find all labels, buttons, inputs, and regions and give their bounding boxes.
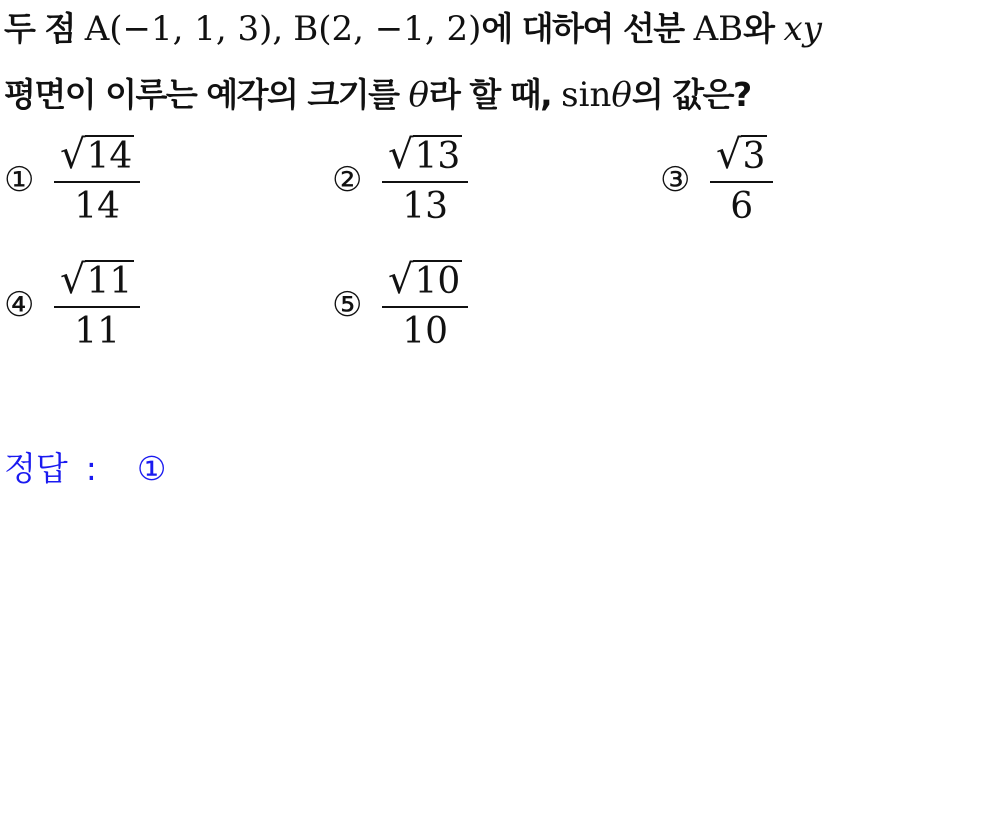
choice-1[interactable]: [4, 132, 140, 227]
choice-marker: ②: [332, 160, 363, 200]
xy-plane: [784, 9, 822, 49]
choice-5[interactable]: [332, 257, 468, 352]
theta-label: θ: [408, 75, 429, 115]
theta-label: θ: [611, 75, 632, 115]
question-line-1: [4, 9, 822, 49]
choice-2[interactable]: [332, 132, 468, 227]
segment-ab: AB: [693, 9, 744, 49]
radicand: 3: [742, 136, 766, 177]
choice-marker: ⑤: [332, 285, 363, 325]
choice-fraction: [54, 257, 140, 352]
choice-fraction: [382, 132, 468, 227]
radicand: 14: [86, 136, 133, 177]
sqrt: [60, 132, 134, 178]
sqrt: [60, 257, 134, 303]
radical-icon: √: [716, 132, 742, 178]
point-a: A(−1, 1, 3),: [84, 9, 284, 49]
question-text: 의 값은?: [631, 75, 751, 114]
choice-4[interactable]: [4, 257, 140, 352]
xy-plane-label: xy: [783, 9, 822, 49]
fraction-denominator: 14: [74, 186, 121, 227]
answer-value: ①: [136, 449, 167, 488]
fraction-numerator: [382, 257, 468, 306]
radicand: 13: [414, 136, 461, 177]
fraction-numerator: [382, 132, 468, 181]
answer-label: 정답: [4, 449, 68, 488]
question-text: 두 점: [4, 9, 85, 48]
fraction-denominator: 10: [402, 311, 449, 352]
point-b: B(2, −1, 2): [293, 9, 482, 49]
question-line-2: [4, 75, 751, 115]
radical-icon: √: [388, 132, 414, 178]
sqrt: [388, 132, 462, 178]
sqrt: [388, 257, 462, 303]
answer-colon: :: [85, 449, 97, 488]
radical-icon: √: [388, 257, 414, 303]
question-text: 에 대하여 선분: [481, 9, 694, 48]
question-text: 라 할 때,: [428, 75, 562, 114]
answer-line: [4, 449, 167, 488]
radical-icon: √: [60, 257, 86, 303]
choice-3[interactable]: [660, 132, 773, 227]
sin-function: sin: [561, 75, 612, 115]
question-text: [283, 9, 293, 48]
fraction-denominator: 11: [74, 311, 121, 352]
choice-marker: ④: [4, 285, 35, 325]
fraction-denominator: 6: [730, 186, 754, 227]
choice-fraction: [710, 132, 773, 227]
theta-symbol: [409, 75, 429, 115]
radicand: 11: [86, 261, 133, 302]
choice-fraction: [382, 257, 468, 352]
sin-theta: [561, 75, 632, 115]
question-text: 와: [743, 9, 784, 48]
fraction-numerator: [54, 132, 140, 181]
choice-marker: ③: [660, 160, 691, 200]
radicand: 10: [414, 261, 461, 302]
fraction-numerator: [710, 132, 773, 181]
question-text: 평면이 이루는 예각의 크기를: [4, 75, 409, 114]
fraction-numerator: [54, 257, 140, 306]
choice-marker: ①: [4, 160, 35, 200]
fraction-denominator: 13: [402, 186, 449, 227]
choice-fraction: [54, 132, 140, 227]
sqrt: [716, 132, 767, 178]
radical-icon: √: [60, 132, 86, 178]
